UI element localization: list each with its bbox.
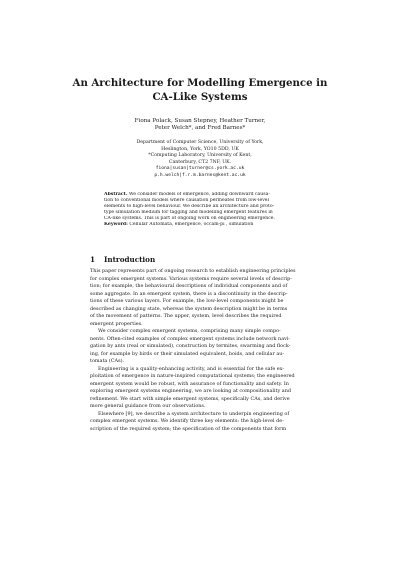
body-line: scription of the required system; the specification of the components that form bbox=[90, 425, 287, 432]
body-line: refinement. We start with simple emergent systems, specifically CAs, and derive bbox=[90, 395, 290, 402]
abstract-line: elements to high-level behaviour. We describe an architecture and proto- bbox=[104, 204, 275, 209]
abstract-line: tion to conventional models where causation permeates from low-level bbox=[104, 198, 269, 203]
abstract-label: Abstract. bbox=[104, 192, 128, 197]
body-line: Engineering is a quality-enhancing activity, and is essential for the safe ex- bbox=[98, 365, 285, 372]
keywords-label: Keyword: bbox=[104, 222, 128, 227]
abstract-line: CA-like systems. This is part of ongoing work on engineering emergence. bbox=[104, 216, 275, 221]
body-line: more general guidance from our observations. bbox=[90, 403, 206, 409]
affiliation-line: Heslington, York, YO10 5DD, UK bbox=[161, 146, 239, 152]
affiliation-line: *Computing Laboratory, University of Kent, bbox=[148, 153, 252, 159]
body-line: complex emergent systems. We identify three key elements: the high-level de- bbox=[90, 418, 284, 424]
keywords-line bbox=[104, 222, 298, 228]
body-line: exploring emergent systems engineering, we are looking at compositionality and bbox=[90, 388, 292, 394]
keywords-text: Cellular Automata, emergence, occam-pi , simulation bbox=[129, 222, 254, 227]
abstract bbox=[104, 192, 298, 228]
body-line: described as changing state, whereas the system description might be in terms bbox=[90, 305, 288, 312]
body-line: nents. Often-cited examples of complex emergent systems include network navi- bbox=[90, 335, 291, 342]
body-line: gation by ants (real or simulated), construction by termites, swarming and flock- bbox=[90, 343, 291, 349]
body-text bbox=[90, 268, 312, 433]
affiliation-line: Canterbury, CT2 7NF, UK. bbox=[168, 159, 232, 165]
body-line: of the movement of patterns. The upper, system, level describes the required bbox=[90, 313, 282, 319]
body-line: Elsewhere [9], we describe a system architecture to underpin engineering of bbox=[98, 410, 290, 417]
section-number: 1 bbox=[90, 255, 96, 264]
title-line: An Architecture for Modelling Emergence in bbox=[72, 77, 328, 89]
body-line: for complex emergent systems. Various systems require several levels of descrip- bbox=[90, 275, 292, 282]
author-line: Peter Welch*, and Fred Barnes* bbox=[154, 125, 246, 132]
body-line: ploitation of emergence in nature-inspired computational systems; the engineered bbox=[90, 373, 295, 379]
body-line: tions of these various layers. For example, the low-level components might be bbox=[90, 298, 284, 304]
body-line: tomata (CAs). bbox=[90, 358, 125, 364]
abstract-text: We consider models of emergence, adding downward causa- bbox=[128, 192, 270, 197]
section-title: Introduction bbox=[104, 255, 156, 264]
abstract-line: type simulation medium for tagging and modelling emergent features in bbox=[104, 210, 273, 215]
author-list bbox=[60, 118, 340, 133]
paper-title bbox=[60, 76, 340, 104]
section-heading bbox=[90, 255, 155, 264]
email-line: fiona|susan|turner@cs.york.ac.uk bbox=[155, 166, 245, 172]
affiliation-line: Department of Computer Science, University of York, bbox=[136, 140, 264, 145]
body-line: tion; for example, the behavioural descriptions of individual components and of bbox=[90, 283, 288, 289]
title-line: CA-Like Systems bbox=[152, 91, 248, 103]
author-line: Fiona Polack, Susan Stepney, Heather Turner, bbox=[134, 118, 266, 124]
affiliations bbox=[60, 140, 340, 180]
body-line: ing, for example by birds or their simulated equivalent, boids, and cellular au- bbox=[90, 350, 285, 357]
email-line: p.h.welch|f.r.m.barnes@kent.ac.uk bbox=[154, 172, 246, 178]
body-line: some aggregate. In an emergent system, there is a discontinuity in the descrip- bbox=[90, 290, 288, 297]
body-line: We consider complex emergent systems, comprising many simple compo- bbox=[98, 328, 281, 334]
body-line: emergent system would be robust, with assurance of functionality and safety. In bbox=[90, 380, 289, 387]
body-line: emergent properties. bbox=[90, 320, 143, 327]
body-line: This paper represents part of ongoing research to establish engineering principles bbox=[90, 268, 296, 274]
